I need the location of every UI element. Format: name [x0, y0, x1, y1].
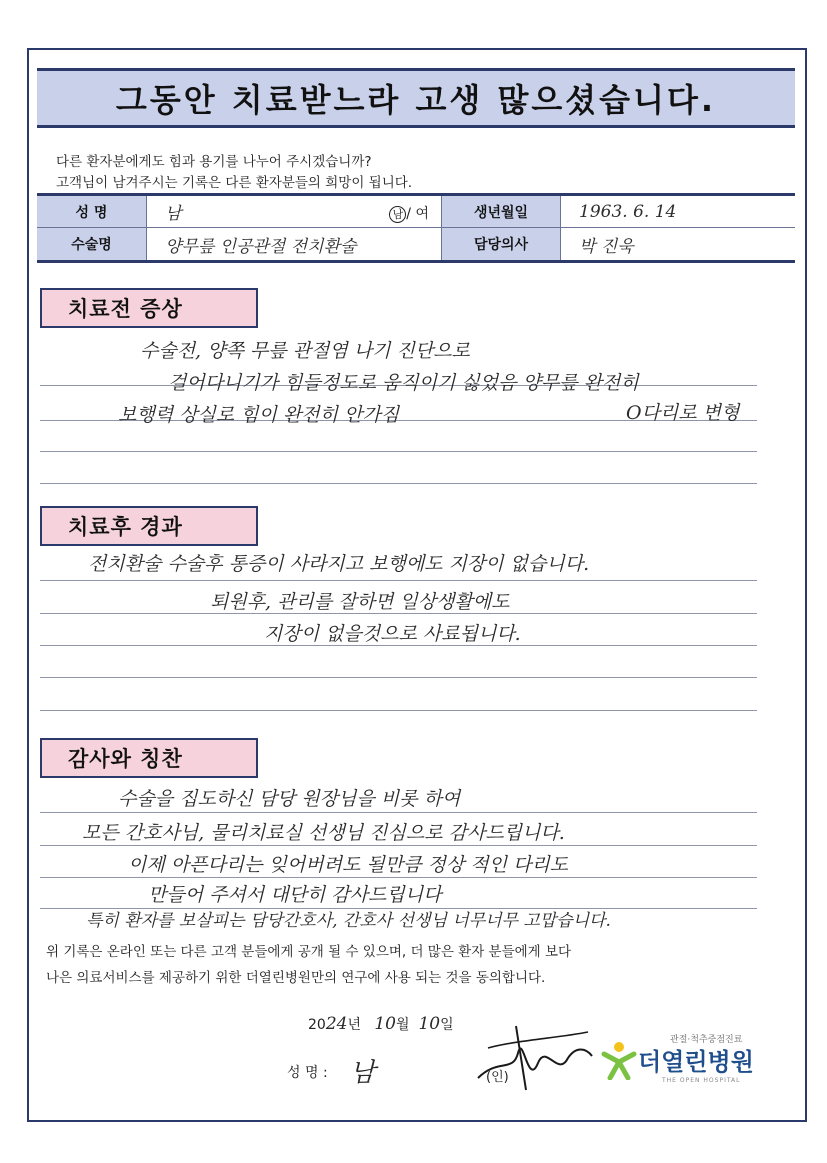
thanks-line-3: 이제 아픈다리는 잊어버려도 될만큼 정상 적인 다리도	[128, 854, 569, 876]
patient-info-table	[37, 193, 795, 263]
info-row-name	[37, 196, 795, 228]
signature-label: 성 명 :	[287, 1065, 328, 1081]
ruled-line	[40, 483, 757, 484]
gender-field	[389, 203, 429, 223]
date-month-handwritten: 10	[374, 1014, 396, 1034]
ruled-line	[40, 877, 757, 878]
before-line-3: 보행력 상실로 힘이 완전히 안가짐	[118, 404, 400, 426]
ruled-line	[40, 845, 757, 846]
info-row-surgery	[37, 228, 795, 260]
consent-date	[308, 1014, 454, 1034]
ruled-line	[40, 812, 757, 813]
name-value-cell	[147, 196, 441, 227]
date-year-suffix: 년	[347, 1017, 361, 1033]
thanks-line-2: 모든 간호사님, 물리치료실 선생님 진심으로 감사드립니다.	[82, 822, 565, 844]
ruled-line	[40, 580, 757, 581]
thanks-line-4: 만들어 주셔서 대단히 감사드립니다	[148, 884, 442, 906]
title-band	[37, 68, 795, 128]
ruled-line	[40, 451, 757, 452]
logo-english: THE OPEN HOSPITAL	[662, 1077, 741, 1084]
logo-name: 더열린병원	[638, 1048, 754, 1076]
thanks-line-5: 특히 환자를 보살피는 담당간호사, 간호사 선생님 너무너무 고맙습니다.	[86, 911, 611, 931]
date-year-handwritten: 24	[325, 1014, 348, 1034]
date-month-suffix: 월	[396, 1017, 410, 1033]
doctor-value: 박 진욱	[579, 236, 634, 257]
handwritten-signature	[468, 1018, 598, 1098]
before-line-2: 걸어다니기가 힘들정도로 움직이기 싫었음 양무릎 완전히	[168, 372, 639, 394]
thanks-line-1: 수술을 집도하신 담당 원장님을 비롯 하여	[118, 788, 461, 810]
surgery-value: 양무릎 인공관절 전치환술	[165, 236, 357, 257]
date-year-prefix: 20	[308, 1017, 326, 1033]
intro-line-2: 고객님이 남겨주시는 기록은 다른 환자분들의 희망이 됩니다.	[56, 175, 413, 191]
gender-female: / 여	[406, 206, 429, 222]
birth-label: 생년월일	[441, 196, 561, 227]
date-day-handwritten: 10	[418, 1014, 441, 1034]
page-title: 그동안 치료받느라 고생 많으셨습니다.	[115, 81, 717, 119]
gender-male-circled: 남	[389, 206, 406, 223]
before-line-4: O다리로 변형	[626, 402, 740, 424]
after-line-1: 전치환술 수술후 통증이 사라지고 보행에도 지장이 없습니다.	[88, 553, 590, 575]
logo-subtitle: 관절·척추중점진료	[670, 1035, 743, 1045]
section-thanks-heading: 감사와 칭찬	[40, 738, 258, 778]
intro-line-1: 다른 환자분에게도 힘과 용기를 나누어 주시겠습니까?	[56, 154, 372, 170]
date-day-suffix: 일	[440, 1017, 454, 1033]
before-line-1: 수술전, 양쪽 무릎 관절염 나기 진단으로	[140, 340, 470, 362]
doctor-label: 담당의사	[441, 228, 561, 260]
name-value: 남	[165, 204, 182, 224]
section-after-heading: 치료후 경과	[40, 506, 258, 546]
name-label: 성 명	[37, 196, 147, 227]
ruled-line	[40, 677, 757, 678]
consent-line-2: 나은 의료서비스를 제공하기 위한 더열린병원만의 연구에 사용 되는 것을 동의합니다.	[46, 970, 546, 986]
ruled-line	[40, 710, 757, 711]
section-before-heading: 치료전 증상	[40, 288, 258, 328]
after-line-2: 퇴원후, 관리를 잘하면 일상생활에도	[210, 591, 510, 613]
after-line-3: 지장이 없을것으로 사료됩니다.	[264, 623, 521, 645]
seal-mark: (인)	[486, 1070, 509, 1085]
hospital-logo	[600, 1030, 775, 1090]
signature-name: 남	[350, 1058, 376, 1088]
consent-line-1: 위 기록은 온라인 또는 다른 고객 분들에게 공개 될 수 있으며, 더 많은 환자 분들에게 보다	[46, 944, 572, 960]
birth-value: 1963. 6. 14	[579, 201, 677, 222]
logo-figure-icon	[600, 1040, 638, 1080]
surgery-label: 수술명	[37, 228, 147, 260]
